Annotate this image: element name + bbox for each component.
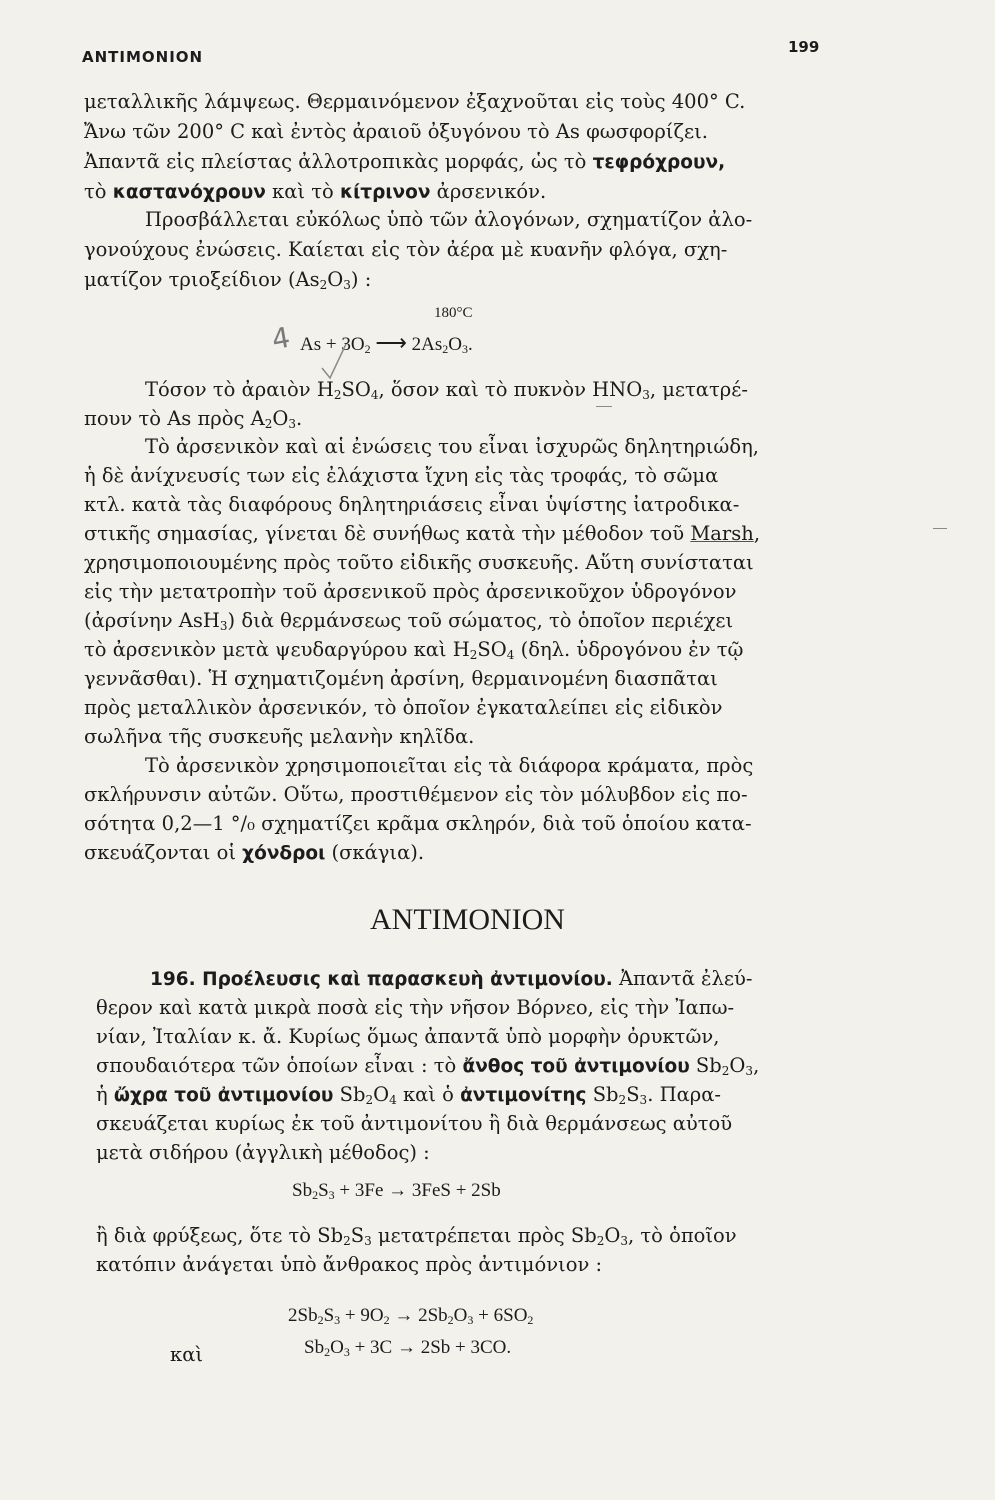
text-line: Τὸ ἀρσενικὸν χρησιμοποιεῖται εἰς τὰ διάφορα κράματα, πρὸς — [145, 754, 754, 777]
text-line: ματίζον τριοξείδιον $(As_2O_3)$ : — [84, 268, 372, 292]
text-line: σκευάζεται κυρίως ἐκ τοῦ ἀντιμονίτου ἢ διὰ θερμάνσεως αὐτοῦ — [96, 1112, 733, 1135]
bold-term: ἀντιμονίτης — [460, 1085, 587, 1106]
text-line: εἰς τὴν μετατροπὴν τοῦ ἀρσενικοῦ πρὸς ἀρσενικοῦχον ὑδρογόνον — [84, 580, 737, 603]
text-line: στικῆς σημασίας, γίνεται δὲ συνήθως κατὰ τὴν μέθοδον τοῦ Marsh, — [84, 522, 761, 545]
subsection-heading: 196. Προέλευσις καὶ παρασκευὴ ἀντιμονίου. — [150, 969, 613, 990]
reaction-arrow: → — [396, 1337, 416, 1358]
reaction-arrow: → — [394, 1305, 414, 1326]
page-number: 199 — [788, 38, 820, 56]
equation-label: καὶ — [170, 1343, 204, 1366]
pencil-annotation: 4 — [269, 320, 293, 357]
equation-arsenic-oxidation: $As + 3O_2$ ⟶ $2As_2O_3$. — [300, 330, 473, 356]
text-line: χρησιμοποιουμένης πρὸς τοῦτο εἰδικῆς συσκευῆς. Αὕτη συνίσταται — [84, 551, 754, 574]
reaction-condition: 180°C — [434, 305, 473, 321]
text-line: τὸ ἀρσενικὸν μετὰ ψευδαργύρου καὶ $H_2SO_4$ (δηλ. ὑδρογόνου ἐν τῷ — [84, 638, 744, 662]
bold-term: τεφρόχρουν, — [592, 152, 726, 173]
text-line: 196. Προέλευσις καὶ παρασκευὴ ἀντιμονίου. Ἀπαντᾶ ἐλεύ- — [150, 967, 753, 990]
bold-term: καστανόχρουν — [112, 182, 266, 203]
pencil-mark — [933, 528, 947, 529]
text-line: σκευάζονται οἱ χόνδροι (σκάγια). — [84, 841, 425, 864]
text-line: γονούχους ἐνώσεις. Καίεται εἰς τὸν ἀέρα μὲ κυανῆν φλόγα, σχη- — [84, 238, 728, 261]
text-line: ἡ ὤχρα τοῦ ἀντιμονίου $Sb_2O_4$ καὶ ὁ ἀντιμονίτης $Sb_2S_3$. Παρα- — [96, 1083, 721, 1107]
bold-term: ἄνθος τοῦ ἀντιμονίου — [462, 1056, 690, 1077]
pencil-check-mark — [320, 340, 350, 382]
text-line: τὸ καστανόχρουν καὶ τὸ κίτρινον ἀρσενικόν. — [84, 180, 547, 203]
text-line: Προσβάλλεται εὐκόλως ὑπὸ τῶν ἀλογόνων, σχηματίζον ἀλο- — [145, 208, 753, 231]
text-line: Τὸ ἀρσενικὸν καὶ αἱ ἐνώσεις του εἶναι ἰσχυρῶς δηλητηριώδη, — [145, 435, 759, 458]
bold-term: ὤχρα τοῦ ἀντιμονίου — [113, 1085, 334, 1106]
reaction-arrow: ⟶ — [375, 330, 407, 355]
text-line: πουν τὸ As πρὸς $A_2O_3$. — [84, 407, 303, 431]
text-line: σκλήρυνσιν αὐτῶν. Οὕτω, προστιθέμενον εἰς τὸν μόλυβδον εἰς πο- — [84, 783, 748, 806]
text-line: κατόπιν ἀνάγεται ὑπὸ ἄνθρακος πρὸς ἀντιμόνιον : — [96, 1253, 603, 1276]
text-line: γεννᾶσθαι). Ἡ σχηματιζομένη ἀρσίνη, θερμαινομένη διασπᾶται — [84, 667, 718, 690]
text-line: θερον καὶ κατὰ μικρὰ ποσὰ εἰς τὴν νῆσον Βόρνεο, εἰς τὴν Ἰαπω- — [96, 996, 735, 1019]
text-line: (ἀρσίνην AsH$_3$) διὰ θερμάνσεως τοῦ σώματος, τὸ ὁποῖον περιέχει — [84, 609, 734, 633]
equation-stibnite-iron: $Sb_2S_3 + 3Fe \to 3FeS + 2Sb$ — [292, 1180, 501, 1202]
text-line: μετὰ σιδήρου (ἀγγλικὴ μέθοδος) : — [96, 1141, 430, 1164]
text-line: σωλῆνα τῆς συσκευῆς μελανὴν κηλῖδα. — [84, 725, 475, 748]
bold-term: κίτρινον — [339, 182, 431, 203]
text-line: πρὸς μεταλλικὸν ἀρσενικόν, τὸ ὁποῖον ἐγκαταλείπει εἰς εἰδικὸν — [84, 696, 723, 719]
text-line: ἢ διὰ φρύξεως, ὅτε τὸ $Sb_2S_3$ μετατρέπεται πρὸς $Sb_2O_3$, τὸ ὁποῖον — [96, 1224, 737, 1248]
text-line: Ἀπαντᾶ εἰς πλείστας ἀλλοτροπικὰς μορφάς, ὡς τὸ τεφρόχρουν, — [84, 150, 726, 173]
reaction-arrow: → — [388, 1180, 408, 1201]
text-line: ἡ δὲ ἀνίχνευσίς των εἰς ἐλάχιστα ἴχνη εἰς τὰς τροφάς, τὸ σῶμα — [84, 464, 719, 487]
text-line: σότητα 0,2—1 °/₀ σχηματίζει κρᾶμα σκληρόν, διὰ τοῦ ὁποίου κατα- — [84, 812, 752, 835]
text-line: Τόσον τὸ ἀραιὸν $H_2SO_4$, ὅσον καὶ τὸ πυκνὸν $HNO_3$, μετατρέ- — [145, 378, 748, 402]
text-line: Ἄνω τῶν 200° C καὶ ἐντὸς ἀραιοῦ ὀξυγόνου τὸ As φωσφορίζει. — [84, 120, 708, 143]
section-title: ΑΝΤΙΜΟΝΙΟΝ — [370, 903, 565, 936]
text-line: μεταλλικῆς λάμψεως. Θερμαινόμενον ἐξαχνοῦται εἰς τοὺς 400° C. — [84, 90, 746, 113]
text-line: σπουδαιότερα τῶν ὁποίων εἶναι : τὸ ἄνθος τοῦ ἀντιμονίου $Sb_2O_3$, — [96, 1054, 760, 1078]
bold-term: χόνδροι — [242, 843, 326, 864]
running-header: ΑΝΤΙΜΟΝΙΟΝ — [82, 48, 204, 66]
pencil-mark — [596, 406, 612, 407]
text-line: κτλ. κατὰ τὰς διαφόρους δηλητηριάσεις εἶναι ὑψίστης ἰατροδικα- — [84, 493, 740, 516]
text-line: νίαν, Ἰταλίαν κ. ἄ. Κυρίως ὅμως ἀπαντᾶ ὑπὸ μορφὴν ὀρυκτῶν, — [96, 1025, 720, 1048]
equation-reduction: $Sb_2O_3 + 3C \to 2Sb + 3CO$. — [304, 1337, 512, 1359]
equation-roasting: $2Sb_2S_3 + 9O_2 \to 2Sb_2O_3 + 6SO_2$ — [288, 1305, 534, 1327]
underlined-term: Marsh — [690, 522, 754, 545]
